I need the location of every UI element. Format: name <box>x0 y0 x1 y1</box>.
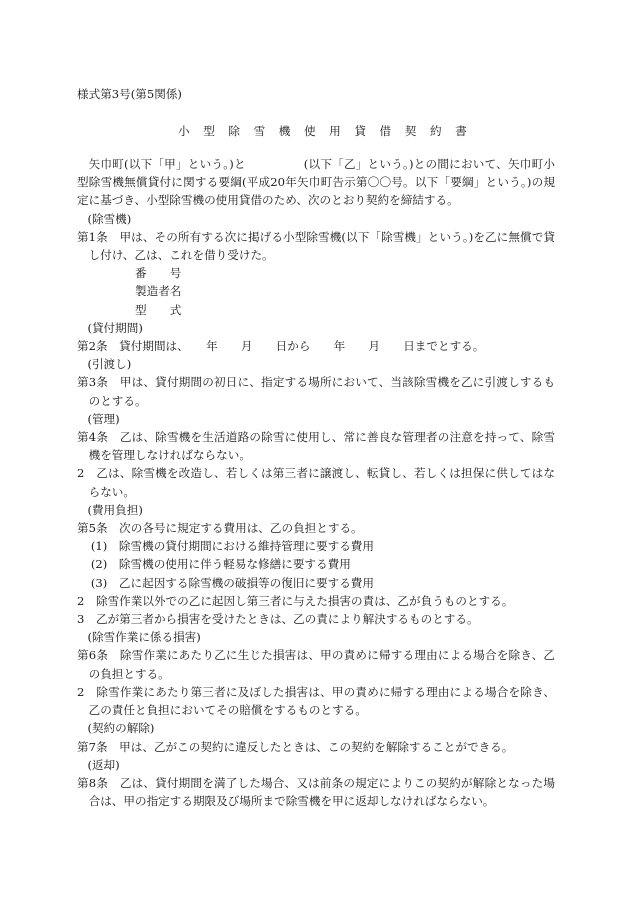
article-paragraph: 第5条 次の各号に規定する費用は、乙の負担とする。 <box>77 521 363 536</box>
article-paragraph: 第3条 甲は、貸付期間の初日に、指定する場所において、当該除雪機を乙に引渡しするものとする。 <box>77 375 555 408</box>
article-paragraph: 第6条 除雪作業にあたり乙に生じた損害は、甲の責めに帰する理由による場合を除き、乙の負担とする。 <box>77 648 555 681</box>
form-number: 様式第3号(第5関係) <box>77 87 182 101</box>
list-item: (2) 除雪機の使用に伴う軽易な修繕に要する費用 <box>90 557 351 572</box>
article-heading: (費用負担) <box>87 502 143 517</box>
preamble <box>77 155 555 210</box>
article-heading: (引渡し) <box>87 357 132 372</box>
article-paragraph: 第7条 甲は、乙がこの契約に違反したときは、この契約を解除することができる。 <box>77 739 514 754</box>
article-heading: (返却) <box>87 757 120 772</box>
article-paragraph: 第8条 乙は、貸付期間を満了した場合、又は前条の規定によりこの契約が解除となった場合は、甲の指定する期限及び場所まで除雪機を甲に返却しなければならない。 <box>77 775 555 809</box>
spec-item: 製造者名 <box>135 284 182 299</box>
article-paragraph: 第1条 甲は、その所有する次に掲げる小型除雪機(以下「除雪機」という。)を乙に無償で貸し付け、乙は、これを借り受けた。 <box>77 229 555 263</box>
article-heading: (契約の解除) <box>87 721 155 736</box>
article-paragraph: 3 乙が第三者から損害を受けたときは、乙の責により解決するものとする。 <box>77 612 479 627</box>
article-paragraph: 第2条 貸付期間は、 年 月 日から 年 月 日までとする。 <box>77 339 485 354</box>
article-heading: (管理) <box>87 411 120 426</box>
preamble-part2: (以下「乙」という。)との間において、矢巾町小型除雪機無償貸付に関する要綱(平成20年矢巾町告示第〇〇号。以下「要綱」という。)の規定に基づき、小型除雪機の使用貸借のため、次のとおり契約を締結する。 <box>77 157 555 208</box>
document-body <box>77 155 555 810</box>
spec-item: 番 号 <box>135 266 182 281</box>
article-paragraph: 第4条 乙は、除雪機を生活道路の除雪に使用し、常に善良な管理者の注意を持って、除雪機を管理しなければならない。 <box>77 430 555 463</box>
list-item: (3) 乙に起因する除雪機の破損等の復旧に要する費用 <box>90 575 374 590</box>
article-paragraph: 2 除雪作業以外での乙に起因し第三者に与えた損害の責は、乙が負うものとする。 <box>77 593 514 608</box>
document-title: 小型除雪機使用貸借契約書 <box>178 124 481 138</box>
article-heading: (除雪機) <box>87 211 132 226</box>
article-heading: (貸付期間) <box>87 320 143 335</box>
article-heading: (除雪作業に係る損害) <box>87 630 201 645</box>
preamble-part1: 矢巾町(以下「甲」という。)と <box>88 157 246 171</box>
list-item: (1) 除雪機の貸付期間における維持管理に要する費用 <box>90 539 374 554</box>
spec-item: 型 式 <box>135 302 182 317</box>
article-paragraph: 2 除雪作業にあたり第三者に及ぼした損害は、甲の責めに帰する理由による場合を除き、乙の責任と負担においてその賠償をするものとする。 <box>77 684 555 718</box>
article-paragraph: 2 乙は、除雪機を改造し、若しくは第三者に譲渡し、転貸し、若しくは担保に供してはならない。 <box>77 466 555 499</box>
